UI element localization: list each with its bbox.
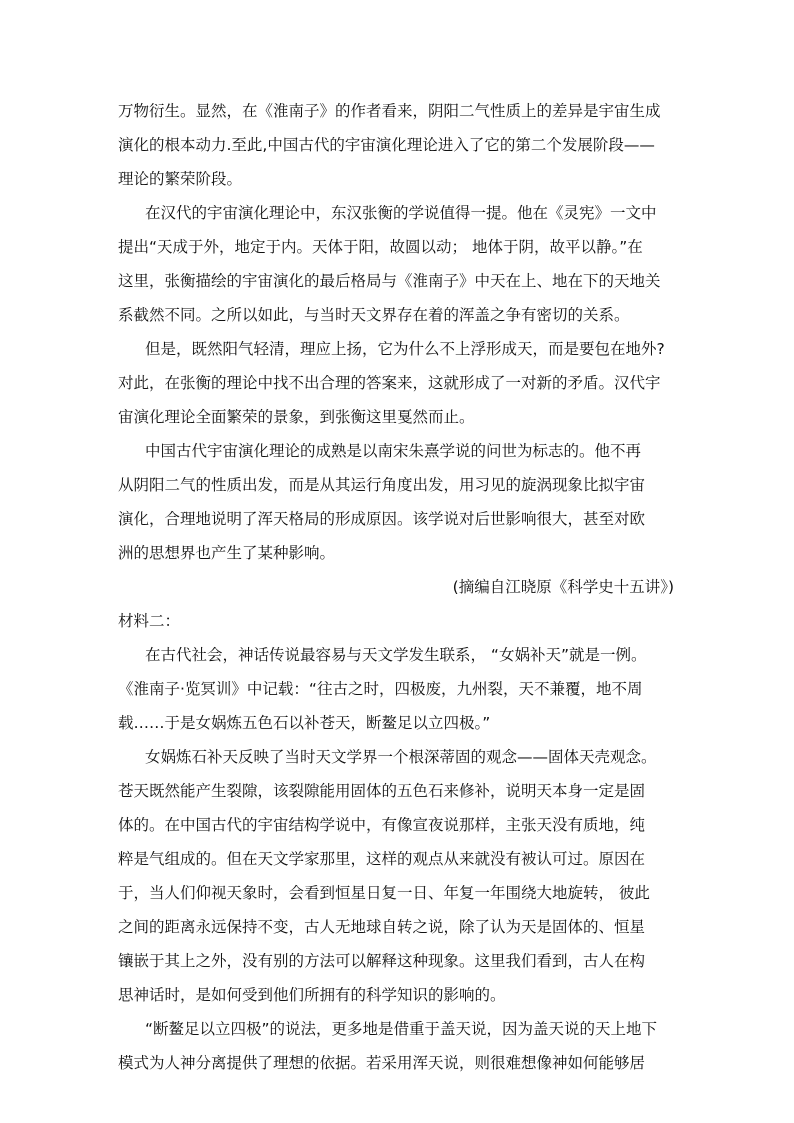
- text-line: 在古代社会，神话传说最容易与天文学发生联系， “女娲补天”就是一例。: [145, 646, 647, 664]
- text-line: 系截然不同。之所以如此，与当时天文界存在着的浑盖之争有密切的关系。: [118, 306, 630, 324]
- text-line: 演化的根本动力.至此,中国古代的宇宙演化理论进入了它的第二个发展阶段——: [118, 136, 655, 154]
- text-line: 镶嵌于其上之外，没有别的方法可以解释这种现象。这里我们看到，古人在构: [118, 952, 646, 970]
- text-line: 宙演化理论全面繁荣的景象，到张衡这里戛然而止。: [118, 408, 475, 426]
- text-line: 女娲炼石补天反映了当时天文学界一个根深蒂固的观念——固体天壳观念。: [145, 748, 657, 766]
- text-line: 提出“天成于外，地定于内。天体于阳，故圆以动； 地体于阴，故平以静。”在: [118, 238, 643, 256]
- source-citation: (摘编自江晓原《科学史十五讲》): [452, 578, 674, 596]
- text-line: 对此，在张衡的理论中找不出合理的答案来，这就形成了一对新的矛盾。汉代宇: [118, 374, 661, 392]
- text-line: 中国古代宇宙演化理论的成熟是以南宋朱熹学说的问世为标志的。他不再: [145, 442, 642, 460]
- text-line: 《淮南子·览冥训》中记载：“往古之时，四极废，九州裂，天不兼覆，地不周: [118, 680, 643, 698]
- text-line: 载……于是女娲炼五色石以补苍天，断鳌足以立四极。”: [118, 714, 491, 732]
- text-line: 演化，合理地说明了浑天格局的形成原因。该学说对后世影响很大，甚至对欧: [118, 510, 646, 528]
- text-line: 模式为人神分离提供了理想的依据。若采用浑天说，则很难想像神如何能够居: [118, 1054, 646, 1072]
- text-line: 材料二：: [118, 612, 181, 630]
- text-line: 粹是气组成的。但在天文学家那里，这样的观点从来就没有被认可过。原因在: [118, 850, 646, 868]
- text-line: 万物衍生。显然，在《淮南子》的作者看来，阴阳二气性质上的差异是宇宙生成: [118, 102, 661, 120]
- text-line: 洲的思想界也产生了某种影响。: [118, 544, 336, 562]
- text-line: 但是，既然阳气轻清，理应上扬，它为什么不上浮形成天，而是要包在地外?: [145, 340, 665, 358]
- text-line: “断鳌足以立四极”的说法，更多地是借重于盖天说，因为盖天说的天上地下: [145, 1020, 658, 1038]
- text-line: 思神话时，是如何受到他们所拥有的科学知识的影响的。: [118, 986, 506, 1004]
- text-line: 这里，张衡描绘的宇宙演化的最后格局与《淮南子》中天在上、地在下的天地关: [118, 272, 661, 290]
- text-line: 在汉代的宇宙演化理论中，东汉张衡的学说值得一提。他在《灵宪》一文中: [145, 204, 657, 222]
- text-line: 之间的距离永远保持不变，古人无地球自转之说，除了认为天是固体的、恒星: [118, 918, 646, 936]
- text-line: 于，当人们仰视天象时，会看到恒星日复一日、年复一年围绕大地旋转， 彼此: [118, 884, 650, 902]
- article-text: [118, 94, 678, 1080]
- text-line: 苍天既然能产生裂隙，该裂隙能用固体的五色石来修补，说明天本身一定是固: [118, 782, 646, 800]
- text-line: 从阴阳二气的性质出发，而是从其运行角度出发，用习见的旋涡现象比拟宇宙: [118, 476, 646, 494]
- text-line: 理论的繁荣阶段。: [118, 170, 243, 188]
- text-line: 体的。在中国古代的宇宙结构学说中，有像宣夜说那样，主张天没有质地，纯: [118, 816, 646, 834]
